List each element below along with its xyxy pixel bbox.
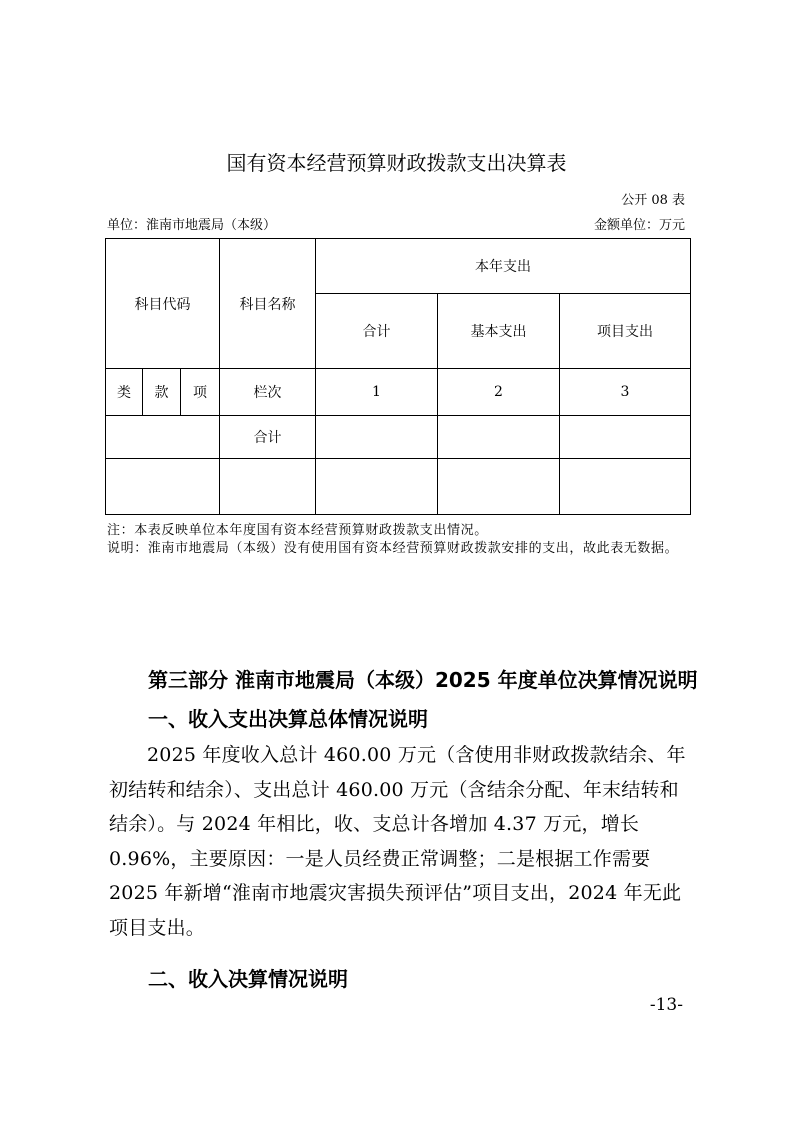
page-number: -13- [649, 995, 683, 1015]
code-kuan-cell: 款 [143, 369, 181, 416]
table-title: 国有资本经营预算财政拨款支出决算表 [226, 151, 567, 175]
empty-row-basic-cell [438, 459, 560, 515]
empty-row-code-cell [106, 459, 220, 515]
header-total: 合计 [316, 294, 438, 369]
section-heading-1: 一、收入支出决算总体情况说明 [148, 707, 428, 731]
header-subject-name: 科目名称 [220, 239, 316, 369]
form-number: 公开 08 表 [621, 193, 685, 208]
expenditure-table [105, 238, 691, 515]
part-title: 第三部分 淮南市地震局（本级）2025 年度单位决算情况说明 [148, 668, 698, 692]
code-xiang-cell: 项 [181, 369, 220, 416]
total-row-total-cell [316, 416, 438, 459]
empty-row-project-cell [560, 459, 691, 515]
lanci-label-cell: 栏次 [220, 369, 316, 416]
section-heading-2: 二、收入决算情况说明 [148, 967, 348, 991]
explanation-line: 说明：淮南市地震局（本级）没有使用国有资本经营预算财政拨款安排的支出，故此表无数据。 [107, 541, 679, 556]
unit-label: 单位：淮南市地震局（本级） [107, 218, 277, 233]
body-paragraph [109, 738, 695, 945]
amount-unit-label: 金额单位：万元 [593, 218, 685, 233]
lanci-2-cell: 2 [438, 369, 560, 416]
empty-row-total-cell [316, 459, 438, 515]
total-row-basic-cell [438, 416, 560, 459]
lanci-1-cell: 1 [316, 369, 438, 416]
note-line: 注：本表反映单位本年度国有资本经营预算财政拨款支出情况。 [107, 523, 488, 538]
total-row-code-cell [106, 416, 220, 459]
lanci-3-cell: 3 [560, 369, 691, 416]
body-paragraph-text: 2025 年度收入总计 460.00 万元（含使用非财政拨款结余、年初结转和结余）、支出总计 460.00 万元（含结余分配、年末结转和结余）。与 2024 年相比，收、支总计各增加 4.37 万元，增长 0.96%，主要原因：一是人员经费正常调整；二是根据工作需要 2025 年新增“淮南市地震灾害损失预评估”项目支出，2024 年无此项目支出。 [109, 744, 686, 939]
empty-row-name-cell [220, 459, 316, 515]
header-current-year-expenditure: 本年支出 [316, 239, 691, 294]
header-subject-code: 科目代码 [106, 239, 220, 369]
header-project-expenditure: 项目支出 [560, 294, 691, 369]
table-notes [107, 522, 693, 558]
code-lei-cell: 类 [106, 369, 143, 416]
total-row-project-cell [560, 416, 691, 459]
header-basic-expenditure: 基本支出 [438, 294, 560, 369]
total-row-label-cell: 合计 [220, 416, 316, 459]
